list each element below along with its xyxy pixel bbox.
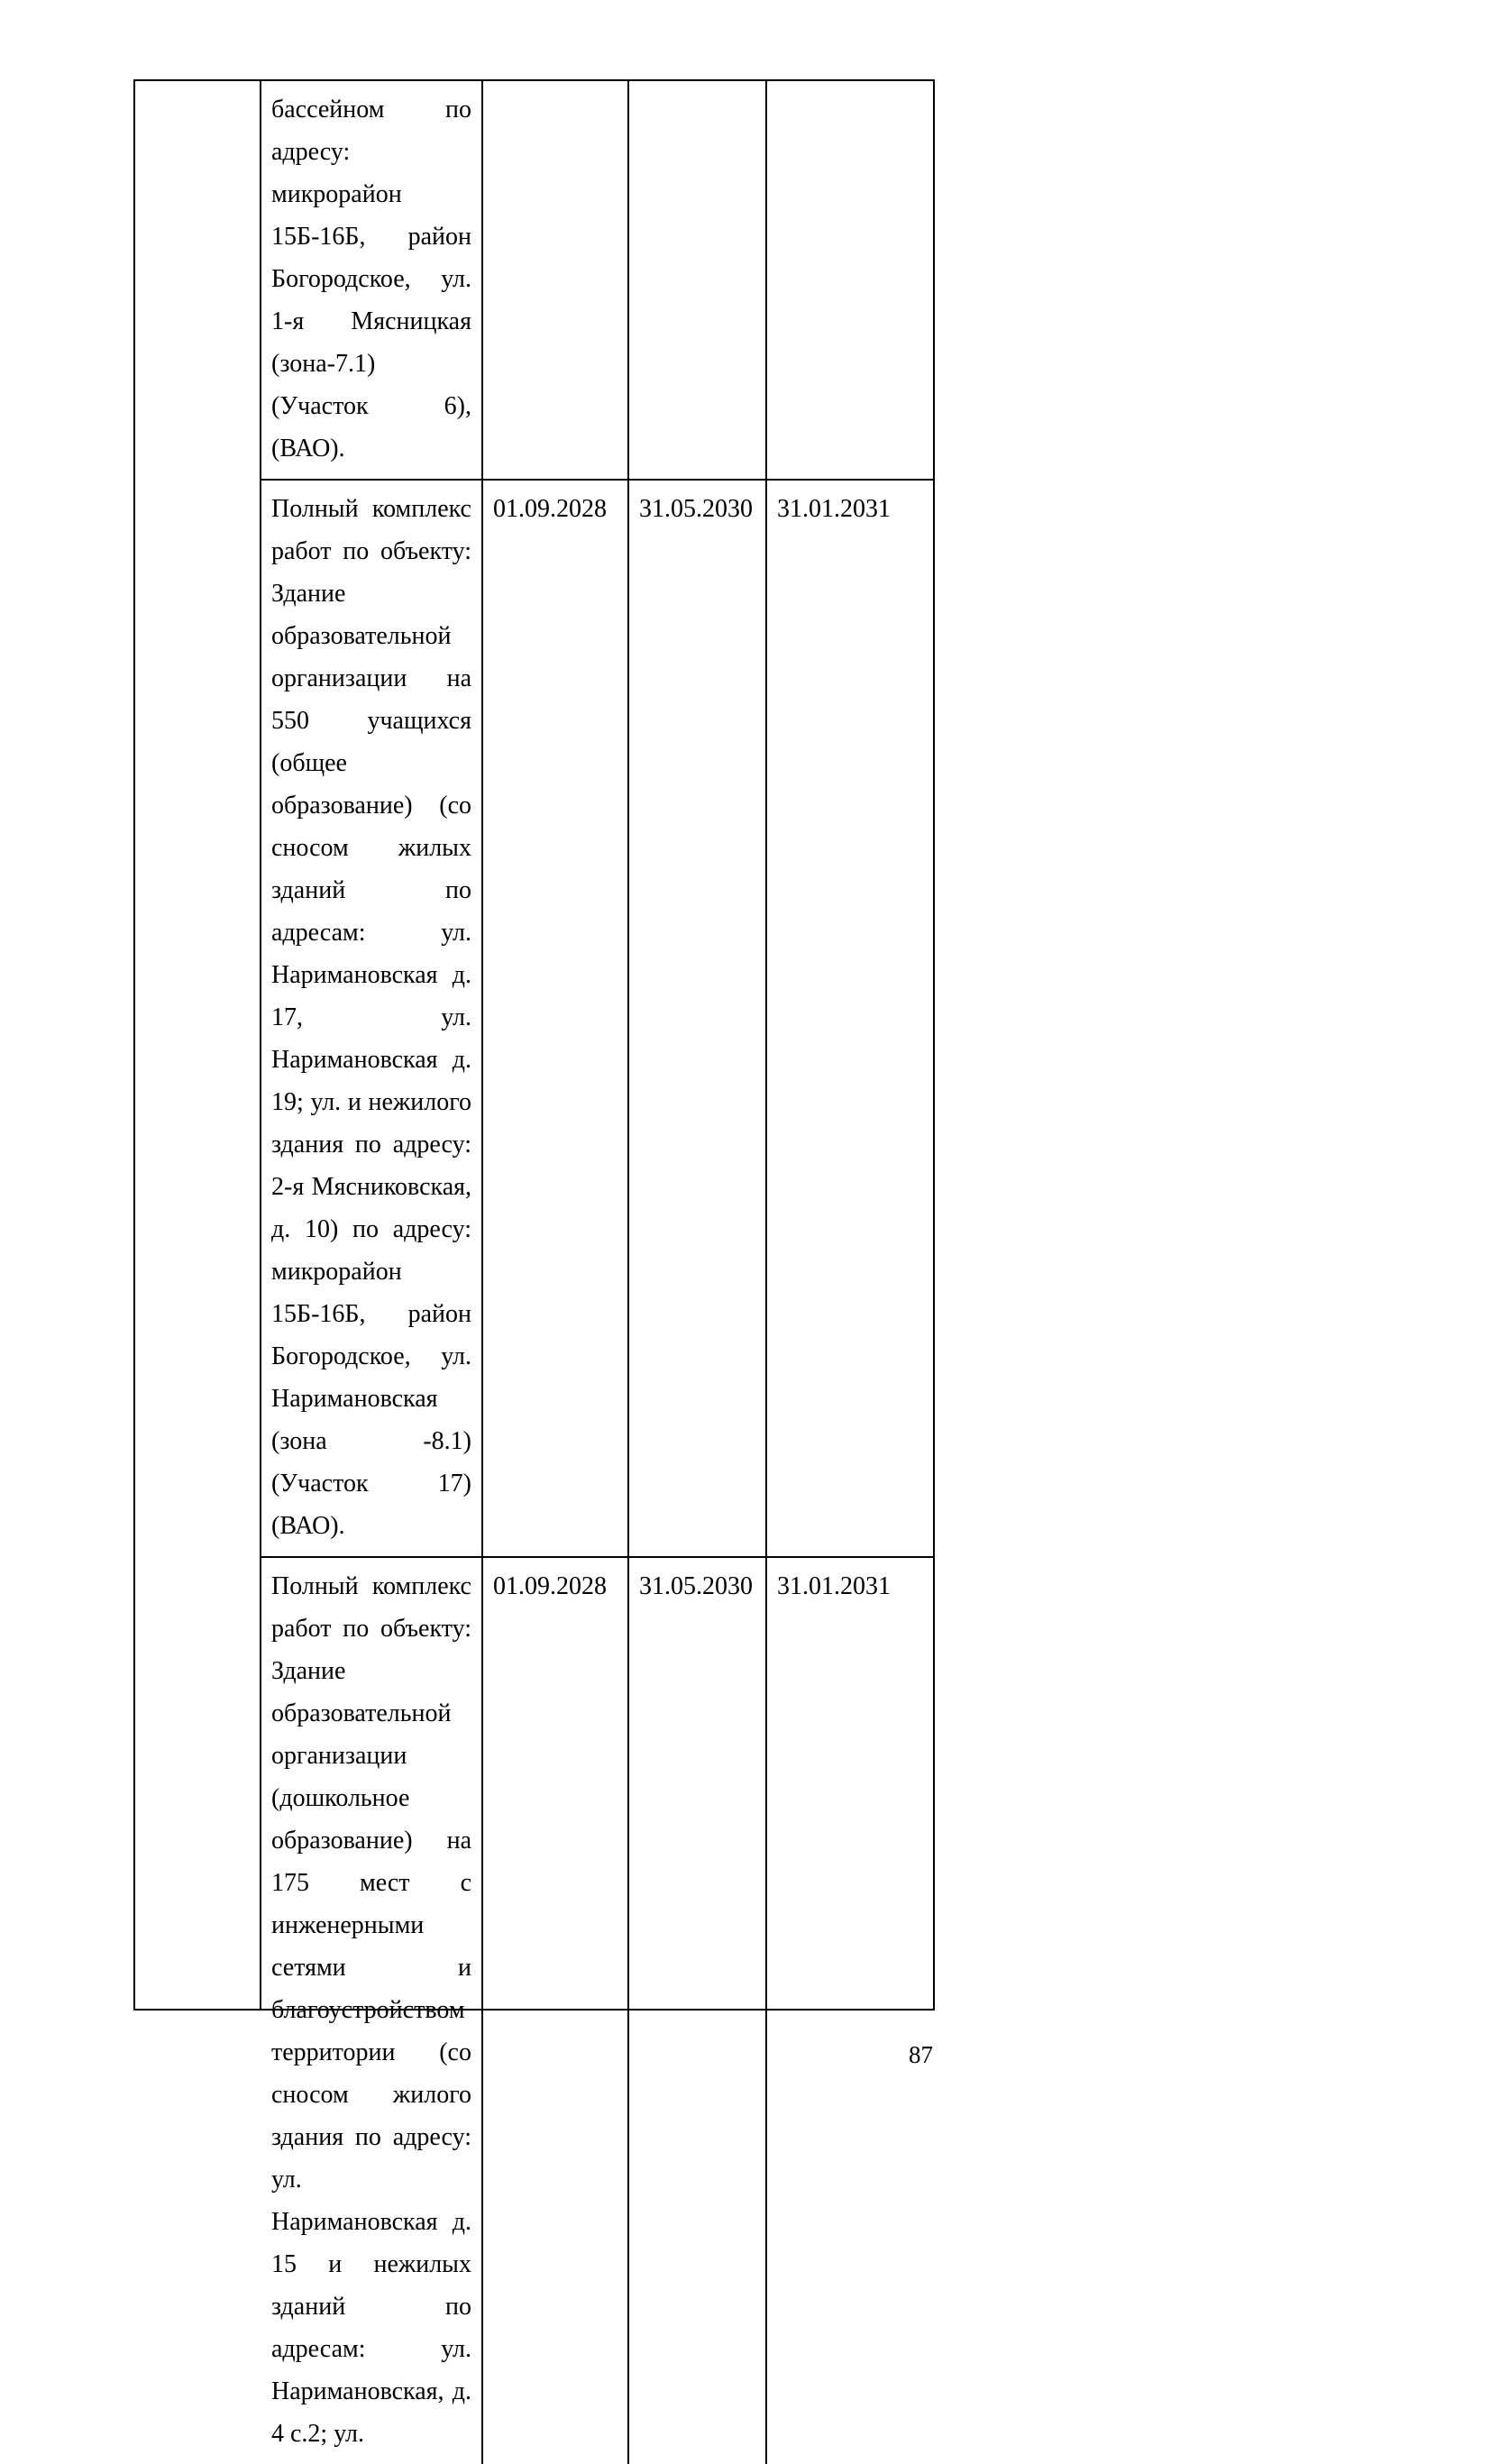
- table-row: [261, 1558, 933, 2464]
- date-cell-2: [629, 81, 767, 479]
- page-number: 87: [909, 2041, 933, 2068]
- description-cell: бассейном по адресу: микрорайон 15Б-16Б, район Богородское, ул. 1-я Мясницкая (зона-7.1) (Участок 6), (ВАО).: [261, 81, 483, 479]
- description-cell: Полный комплекс работ по объекту: Здание образовательной организации (дошкольное образование) на 175 мест с инженерными сетями и благоустройством территории (со сносом жилого здания по адресу: ул. Наримановская д. 15 и нежилых зданий по адресам: ул. Наримановская, д. 4 с.2; ул.: [261, 1558, 483, 2464]
- date-cell-3: [767, 81, 933, 479]
- description-cell: Полный комплекс работ по объекту: Здание образовательной организации на 550 учащихся (общее образование) (со сносом жилых зданий по адресам: ул. Наримановская д. 17, ул. Наримановская д. 19; ул. и нежилого здания по адресу: 2-я Мясниковская, д. 10) по адресу: микрорайон 15Б-16Б, район Богородское, ул. Наримановская (зона -8.1) (Участок 17) (ВАО).: [261, 481, 483, 1556]
- merged-left-cell: [135, 81, 261, 2009]
- date-cell-1: 01.09.2028: [483, 481, 629, 1556]
- table-row: [261, 481, 933, 1558]
- date-cell-3: 31.01.2031: [777, 1572, 891, 1600]
- date-cell-2: 31.05.2030: [629, 481, 767, 1556]
- date-cell-3: 31.01.2031: [777, 495, 891, 523]
- date-cell-1: [483, 81, 629, 479]
- date-cell-1: 01.09.2028: [483, 1558, 629, 2464]
- date-cell-2: 31.05.2030: [629, 1558, 767, 2464]
- table-row: [261, 81, 933, 481]
